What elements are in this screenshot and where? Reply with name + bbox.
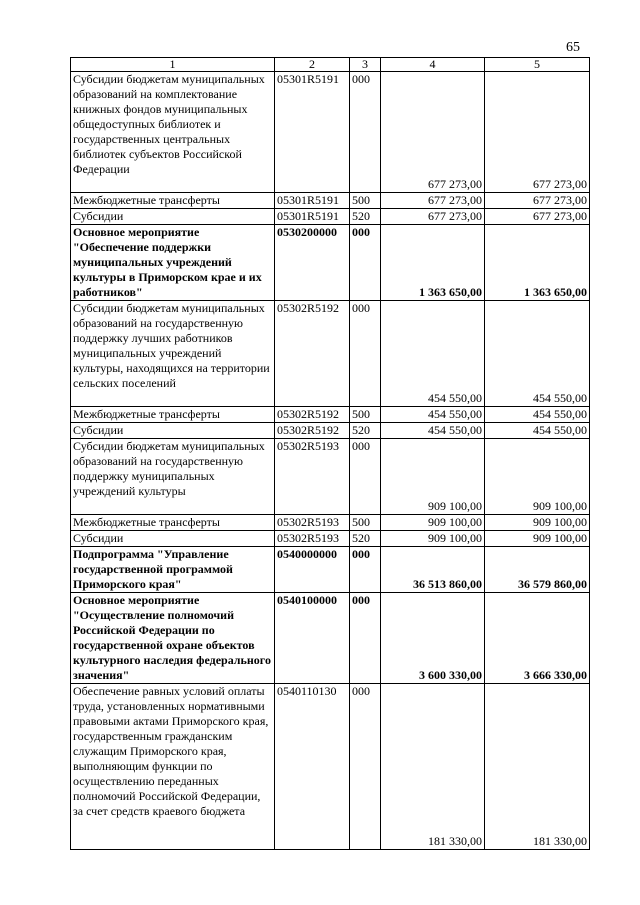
row-name-cell: Подпрограмма "Управление государственной программой Приморского края" (71, 547, 275, 593)
target-code-cell: 05302R5193 (275, 439, 350, 515)
expense-type-cell: 000 (350, 684, 381, 850)
row-name-cell: Субсидии (71, 209, 275, 225)
amount-year1-cell: 454 550,00 (381, 301, 485, 407)
expense-type-cell: 520 (350, 423, 381, 439)
expense-type-cell: 500 (350, 515, 381, 531)
row-name-cell: Субсидии бюджетам муниципальных образований на государственную поддержку муниципальных учреждений культуры (71, 439, 275, 515)
row-name-cell: Субсидии бюджетам муниципальных образований на государственную поддержку лучших работников муниципальных учреждений культуры, находящихся на территории сельских поселений (71, 301, 275, 407)
amount-year1-cell: 454 550,00 (381, 407, 485, 423)
table-row (71, 684, 590, 850)
amount-year1-cell: 909 100,00 (381, 515, 485, 531)
expense-type-cell: 000 (350, 439, 381, 515)
amount-year1-cell: 677 273,00 (381, 209, 485, 225)
target-code-cell: 05302R5193 (275, 515, 350, 531)
expense-type-cell: 520 (350, 531, 381, 547)
target-code-cell: 0530200000 (275, 225, 350, 301)
row-name-cell: Межбюджетные трансферты (71, 407, 275, 423)
table-row (71, 407, 590, 423)
target-code-cell: 0540100000 (275, 593, 350, 684)
target-code-cell: 0540000000 (275, 547, 350, 593)
amount-year2-cell: 36 579 860,00 (485, 547, 590, 593)
table-row (71, 439, 590, 515)
expense-type-cell: 000 (350, 301, 381, 407)
table-row (71, 225, 590, 301)
target-code-cell: 05301R5191 (275, 209, 350, 225)
amount-year1-cell: 1 363 650,00 (381, 225, 485, 301)
table-row (71, 547, 590, 593)
amount-year1-cell: 454 550,00 (381, 423, 485, 439)
table-row (71, 193, 590, 209)
expense-type-cell: 000 (350, 593, 381, 684)
budget-table (70, 57, 590, 850)
table-header-row (71, 58, 590, 72)
amount-year1-cell: 677 273,00 (381, 193, 485, 209)
target-code-cell: 05301R5191 (275, 72, 350, 193)
amount-year1-cell: 677 273,00 (381, 72, 485, 193)
expense-type-cell: 000 (350, 547, 381, 593)
amount-year1-cell: 181 330,00 (381, 684, 485, 850)
amount-year2-cell: 909 100,00 (485, 515, 590, 531)
expense-type-cell: 500 (350, 407, 381, 423)
table-row (71, 593, 590, 684)
table-row (71, 301, 590, 407)
amount-year2-cell: 677 273,00 (485, 209, 590, 225)
expense-type-cell: 000 (350, 72, 381, 193)
target-code-cell: 05302R5192 (275, 301, 350, 407)
target-code-cell: 05302R5192 (275, 407, 350, 423)
amount-year2-cell: 454 550,00 (485, 301, 590, 407)
amount-year1-cell: 909 100,00 (381, 439, 485, 515)
amount-year2-cell: 181 330,00 (485, 684, 590, 850)
target-code-cell: 0540110130 (275, 684, 350, 850)
target-code-cell: 05302R5193 (275, 531, 350, 547)
amount-year1-cell: 909 100,00 (381, 531, 485, 547)
expense-type-cell: 500 (350, 193, 381, 209)
target-code-cell: 05302R5192 (275, 423, 350, 439)
row-name-cell: Обеспечение равных условий оплаты труда, установленных нормативными правовыми актами Приморского края, государственным гражданским служащим Приморского края, выполняющим функции по осуществлению переданных полномочий Российской Федерации, за счет средств краевого бюджета (71, 684, 275, 850)
amount-year2-cell: 3 666 330,00 (485, 593, 590, 684)
amount-year2-cell: 454 550,00 (485, 423, 590, 439)
column-header: 4 (381, 58, 485, 72)
amount-year2-cell: 677 273,00 (485, 72, 590, 193)
table-row (71, 72, 590, 193)
row-name-cell: Субсидии (71, 531, 275, 547)
table-row (71, 209, 590, 225)
amount-year2-cell: 909 100,00 (485, 439, 590, 515)
row-name-cell: Субсидии бюджетам муниципальных образований на комплектование книжных фондов муниципальных общедоступных библиотек и государственных центральных библиотек субъектов Российской Федерации (71, 72, 275, 193)
amount-year2-cell: 677 273,00 (485, 193, 590, 209)
page-number: 65 (566, 40, 580, 55)
table-row (71, 423, 590, 439)
row-name-cell: Субсидии (71, 423, 275, 439)
column-header: 1 (71, 58, 275, 72)
amount-year2-cell: 454 550,00 (485, 407, 590, 423)
row-name-cell: Основное мероприятие "Осуществление полномочий Российской Федерации по государственной охране объектов культурного наследия федерального значения" (71, 593, 275, 684)
target-code-cell: 05301R5191 (275, 193, 350, 209)
amount-year1-cell: 3 600 330,00 (381, 593, 485, 684)
row-name-cell: Межбюджетные трансферты (71, 193, 275, 209)
expense-type-cell: 520 (350, 209, 381, 225)
row-name-cell: Основное мероприятие "Обеспечение поддержки муниципальных учреждений культуры в Приморском крае и их работников" (71, 225, 275, 301)
amount-year1-cell: 36 513 860,00 (381, 547, 485, 593)
expense-type-cell: 000 (350, 225, 381, 301)
column-header: 3 (350, 58, 381, 72)
column-header: 5 (485, 58, 590, 72)
amount-year2-cell: 1 363 650,00 (485, 225, 590, 301)
amount-year2-cell: 909 100,00 (485, 531, 590, 547)
row-name-cell: Межбюджетные трансферты (71, 515, 275, 531)
table-row (71, 515, 590, 531)
column-header: 2 (275, 58, 350, 72)
table-row (71, 531, 590, 547)
